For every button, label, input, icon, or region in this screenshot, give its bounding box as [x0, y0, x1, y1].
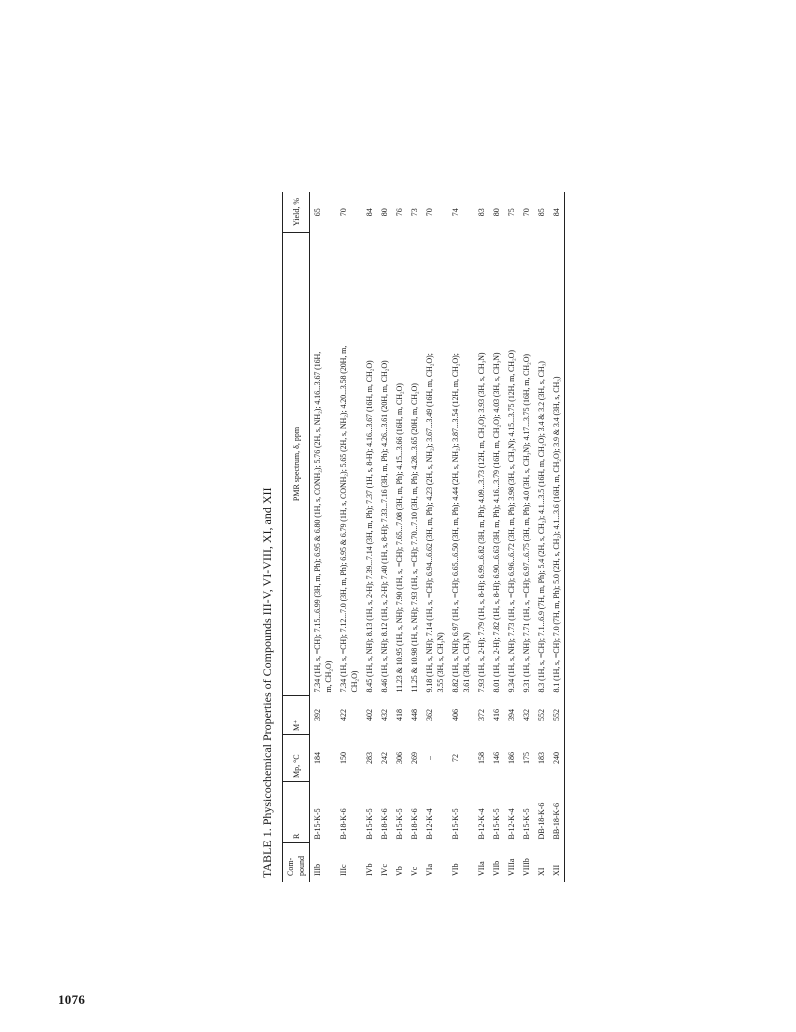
header-molecular-ion: M⁺ [283, 696, 310, 735]
cell-molecular-ion: 432 [380, 709, 389, 721]
cell-compound: IIIc [339, 864, 348, 876]
header-pmr-spectrum: PMR spectrum, δ, ppm [283, 233, 310, 696]
cell-mp: 183 [537, 752, 546, 764]
cell-mp: 242 [380, 752, 389, 764]
table-header-row [283, 192, 310, 882]
cell-mp: 240 [549, 735, 565, 782]
cell-pmr-spectrum: 9.18 (1H, s, NH); 7.14 (1H, s, =CH); 6.94...6.62 (3H, m, Ph); 4.23 (2H, s, NH₂); 3.67...3.49 (16H, m, CH₂O); 3.55 (3H, s, CH₃N) [425, 353, 445, 693]
cell-r: B-15-K-5 [395, 808, 404, 840]
cell-compound: VIb [451, 863, 460, 876]
cell-yield: 70 [522, 208, 531, 217]
cell-molecular-ion: 448 [410, 709, 419, 721]
table-row [392, 192, 407, 882]
cell-mp: 283 [365, 752, 374, 764]
cell-pmr-spectrum: 9.31 (1H, s, NH); 7.71 (1H, s, =CH); 6.97...6.75 (3H, m, Ph); 4.0 (3H, s, CH₃N); 4.17...3.75 (16H, m, CH₂O) [522, 354, 531, 693]
cell-compound: Vc [410, 866, 419, 876]
cell-pmr-spectrum: 9.34 (1H, s, NH); 7.73 (1H, s, =CH); 6.96...6.72 (3H, m, Ph); 3.98 (3H, s, CH₃N); 4.15...3.75 (12H, m, CH₂O) [507, 350, 516, 693]
table-title: TABLE 1. Physicochemical Properties of Compounds III-V, VI-VIII, XI, and XII [260, 487, 274, 878]
table-row [336, 192, 362, 882]
cell-yield: 84 [549, 192, 565, 233]
cell-molecular-ion: 406 [451, 709, 460, 721]
cell-pmr-spectrum: 8.1 (1H, s, =CH); 7.0 (7H, m, Ph); 5.0 (2H, s, CH₂); 4.1...3.6 (16H, m, CH₂O); 3.9 & 3.4 (3H, s, CH₃) [549, 233, 565, 696]
cell-r: BB-18-K-6 [549, 782, 565, 843]
cell-yield: 83 [477, 208, 486, 217]
cell-r: B-15-K-5 [365, 808, 374, 840]
cell-mp: 146 [492, 752, 501, 764]
cell-molecular-ion: 422 [339, 709, 348, 721]
cell-compound: IVb [365, 863, 374, 876]
cell-yield: 84 [365, 208, 374, 217]
cell-molecular-ion: 394 [507, 709, 516, 721]
cell-mp: 184 [313, 752, 322, 764]
table-row [504, 192, 519, 882]
cell-molecular-ion: 392 [313, 709, 322, 721]
cell-molecular-ion: 552 [537, 709, 546, 721]
cell-pmr-spectrum: 8.45 (1H, s, NH); 8.13 (1H, s, 2-H); 7.39...7.14 (3H, m, Ph); 7.37 (1H, s, 8-H); 4.16...3.67 (16H, m, CH₂O) [365, 360, 374, 693]
header-r: R [283, 782, 310, 843]
cell-molecular-ion: 418 [395, 709, 404, 721]
cell-compound: Vb [395, 866, 404, 876]
cell-mp: 150 [339, 752, 348, 764]
cell-r: B-18-K-6 [339, 808, 348, 840]
table-row [448, 192, 474, 882]
cell-yield: 74 [451, 208, 460, 217]
cell-mp: 175 [522, 752, 531, 764]
table-row [407, 192, 422, 882]
table-row [310, 192, 337, 882]
cell-compound: IIIb [313, 864, 322, 876]
cell-yield: 85 [537, 208, 546, 217]
table-row [489, 192, 504, 882]
header-mp: Mp, °C [283, 735, 310, 782]
cell-molecular-ion: 552 [549, 696, 565, 735]
cell-mp: – [425, 756, 434, 760]
page-number: 1076 [58, 992, 86, 1007]
cell-r: B-15-K-5 [451, 808, 460, 840]
cell-r: B-18-K-6 [410, 808, 419, 840]
cell-compound: VIIa [477, 861, 486, 876]
cell-mp: 158 [477, 752, 486, 764]
cell-pmr-spectrum: 7.34 (1H, s, =CH); 7.15...6.99 (3H, m, Ph); 6.95 & 6.80 (1H, s, CONH₂); 5.76 (2H, s, NH₂); 4.16...3.67 (16H, m, CH₂O) [313, 351, 333, 693]
cell-compound: XI [537, 867, 546, 876]
table-row [519, 192, 534, 882]
cell-molecular-ion: 362 [425, 709, 434, 721]
cell-compound: VIIIa [507, 858, 516, 876]
cell-yield: 76 [395, 208, 404, 217]
cell-yield: 75 [507, 208, 516, 217]
header-yield: Yield, % [283, 192, 310, 233]
cell-mp: 306 [395, 752, 404, 764]
cell-r: B-15-K-5 [313, 808, 322, 840]
cell-mp: 186 [507, 752, 516, 764]
cell-mp: 269 [410, 752, 419, 764]
cell-r: B-12-K-4 [477, 808, 486, 840]
cell-compound: VIIIb [522, 858, 531, 876]
cell-molecular-ion: 402 [365, 709, 374, 721]
properties-table [282, 192, 565, 882]
cell-pmr-spectrum: 8.01 (1H, s, 2-H); 7.82 (1H, s, 8-H); 6.90...6.63 (3H, m, Ph); 4.16...3.79 (16H, m, CH₂O); 4.03 (3H, s, CH₃N) [492, 352, 501, 693]
cell-compound: XII [549, 843, 565, 883]
table-row [362, 192, 377, 882]
cell-r: B-15-K-5 [522, 808, 531, 840]
rotated-table-block [252, 192, 796, 882]
cell-mp: 72 [451, 754, 460, 762]
table-row [422, 192, 448, 882]
cell-molecular-ion: 372 [477, 709, 486, 721]
header-compound: Com- pound [283, 843, 310, 883]
table-row [377, 192, 392, 882]
cell-r: B-15-K-5 [492, 808, 501, 840]
cell-yield: 73 [410, 208, 419, 217]
cell-compound: IVc [380, 864, 389, 876]
table-body [310, 192, 565, 882]
cell-pmr-spectrum: 8.46 (1H, s, NH); 8.12 (1H, s, 2-H); 7.40 (1H, s, 8-H); 7.33...7.16 (3H, m, Ph); 4.26...3.61 (20H, m, CH₂O) [380, 360, 389, 693]
cell-yield: 80 [492, 208, 501, 217]
cell-yield: 65 [313, 208, 322, 217]
cell-molecular-ion: 416 [492, 709, 501, 721]
cell-pmr-spectrum: 11.25 & 10.98 (1H, s, NH); 7.93 (1H, s, =CH); 7.70...7.10 (3H, m, Ph); 4.28...3.65 (20H, m, CH₂O) [410, 383, 419, 693]
cell-yield: 70 [425, 208, 434, 217]
cell-r: B-18-K-6 [380, 808, 389, 840]
table-row [549, 192, 565, 882]
cell-yield: 70 [339, 208, 348, 217]
cell-pmr-spectrum: 11.23 & 10.95 (1H, s, NH); 7.90 (1H, s, =CH); 7.65...7.08 (3H, m, Ph); 4.15...3.66 (16H, m, CH₂O) [395, 383, 404, 693]
cell-compound: VIIb [492, 860, 501, 876]
cell-yield: 80 [380, 208, 389, 217]
cell-molecular-ion: 432 [522, 709, 531, 721]
cell-r: B-12-K-4 [507, 808, 516, 840]
cell-pmr-spectrum: 8.82 (1H, s, NH); 6.97 (1H, s, =CH); 6.65...6.50 (3H, m, Ph); 4.44 (2H, s, NH₂); 3.87...3.54 (12H, m, CH₂O); 3.61 (3H, s, CH₃N) [451, 353, 471, 693]
cell-pmr-spectrum: 7.34 (1H, s, =CH); 7.12...7.0 (3H, m, Ph); 6.95 & 6.79 (1H, s, CONH₂); 5.65 (2H, s, NH₂); 4.20...3.58 (20H, m, CH₂O) [339, 345, 359, 693]
table-row [534, 192, 549, 882]
cell-r: DB-18-K-6 [537, 802, 546, 840]
table-row [474, 192, 489, 882]
cell-r: B-12-K-4 [425, 808, 434, 840]
cell-compound: VIa [425, 864, 434, 876]
cell-pmr-spectrum: 7.93 (1H, s, 2-H); 7.79 (1H, s, 8-H); 6.99...6.82 (3H, m, Ph); 4.09...3.73 (12H, m, CH₂O); 3.93 (3H, s, CH₃N) [477, 352, 486, 693]
cell-pmr-spectrum: 8.3 (1H, s, =CH); 7.1...6.9 (7H, m, Ph); 5.4 (2H, s, CH₂); 4.1...3.5 (16H, m, CH₂O); 3.4 & 3.2 (3H, s, CH₃) [537, 361, 546, 693]
